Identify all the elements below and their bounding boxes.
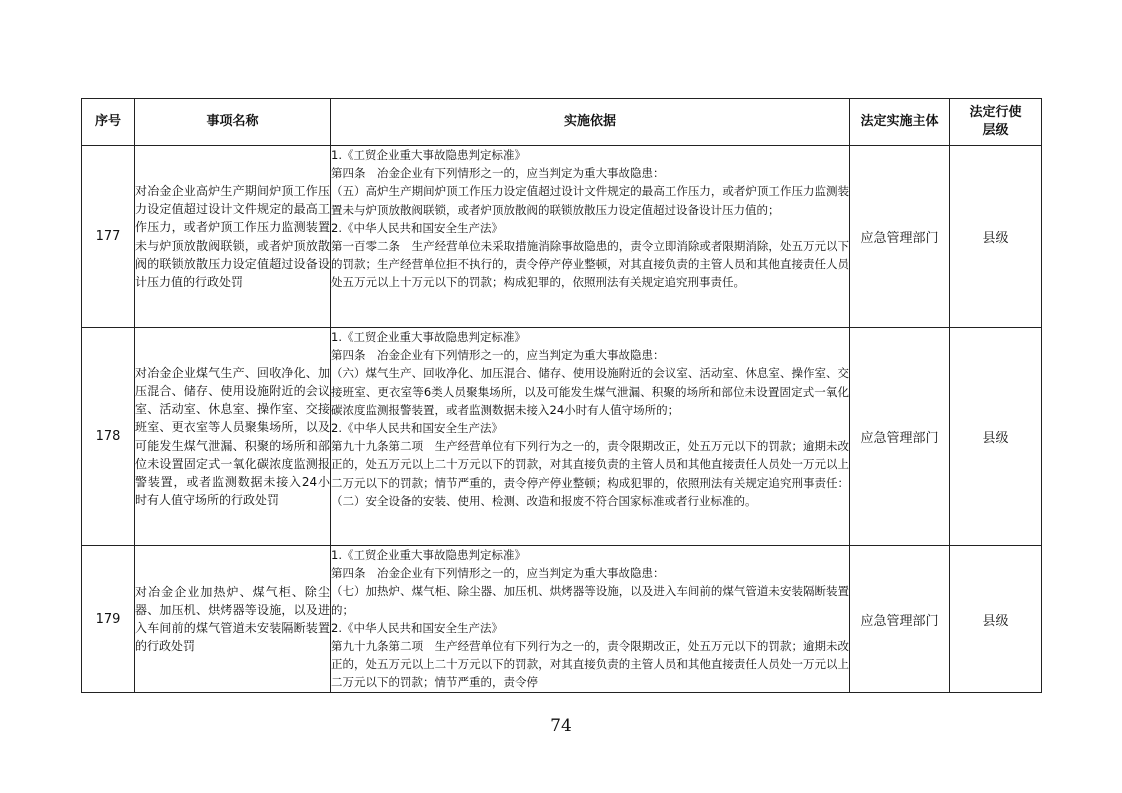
basis-line: （六）煤气生产、回收净化、加压混合、储存、使用设施附近的会议室、活动室、休息室、操作室、交接班室、更衣室等6类人员聚集场所，以及可能发生煤气泄漏、积聚的场所和部位未设置固定式一氧化碳浓度监测报警装置，或者监测数据未接入24小时有人值守场所的； — [331, 366, 849, 417]
table-row — [82, 546, 1042, 693]
page-number: 74 — [550, 716, 572, 736]
row-number: 177 — [82, 146, 135, 328]
implementing-body: 应急管理部门 — [850, 146, 950, 328]
header-row — [82, 99, 1042, 146]
implementing-body: 应急管理部门 — [850, 546, 950, 693]
header-name: 事项名称 — [135, 99, 331, 146]
header-org: 法定实施主体 — [850, 99, 950, 146]
basis-line: 第四条 冶金企业有下列情形之一的，应当判定为重大事故隐患： — [331, 348, 665, 363]
legal-basis — [331, 146, 850, 328]
item-name: 对冶金企业煤气生产、回收净化、加压混合、储存、使用设施附近的会议室、活动室、休息室、操作室、交接班室、更衣室等人员聚集场所，以及可能发生煤气泄漏、积聚的场所和部位未设置固定式一氧化碳浓度监测报警装置，或者监测数据未接入24小时有人值守场所的行政处罚 — [135, 328, 331, 546]
legal-basis — [331, 546, 850, 693]
exercise-level: 县级 — [950, 146, 1042, 328]
implementing-body: 应急管理部门 — [850, 328, 950, 546]
basis-line: 1.《工贸企业重大事故隐患判定标准》 — [331, 330, 526, 344]
administrative-items-table — [81, 98, 1042, 693]
row-number: 178 — [82, 328, 135, 546]
exercise-level: 县级 — [950, 546, 1042, 693]
basis-line: （五）高炉生产期间炉顶工作压力设定值超过设计文件规定的最高工作压力，或者炉顶工作压力监测装置未与炉顶放散阀联锁，或者炉顶放散阀的联锁放散压力设定值超过设备设计压力值的； — [331, 184, 849, 217]
header-basis: 实施依据 — [331, 99, 850, 146]
basis-line: 2.《中华人民共和国安全生产法》 — [331, 220, 503, 235]
basis-line: 第四条 冶金企业有下列情形之一的，应当判定为重大事故隐患： — [331, 166, 665, 181]
basis-clip — [331, 546, 849, 692]
basis-line: 第九十九条第二项 生产经营单位有下列行为之一的，责令限期改正，处五万元以下的罚款；逾期未改正的，处五万元以上二十万元以下的罚款，对其直接负责的主管人员和其他直接责任人员处一万元以上二万元以下的罚款；情节严重的，责令停 — [331, 639, 849, 690]
basis-line: 2.《中华人民共和国安全生产法》 — [331, 620, 503, 635]
exercise-level: 县级 — [950, 328, 1042, 546]
legal-basis — [331, 328, 850, 546]
header-level — [950, 99, 1042, 146]
basis-line: 第四条 冶金企业有下列情形之一的，应当判定为重大事故隐患： — [331, 566, 665, 581]
item-name: 对冶金企业高炉生产期间炉顶工作压力设定值超过设计文件规定的最高工作压力，或者炉顶工作压力监测装置未与炉顶放散阀联锁，或者炉顶放散阀的联锁放散压力设定值超过设备设计压力值的行政处罚 — [135, 146, 331, 328]
basis-line: 2.《中华人民共和国安全生产法》 — [331, 421, 503, 436]
basis-line: （七）加热炉、煤气柜、除尘器、加压机、烘烤器等设施，以及进入车间前的煤气管道未安装隔断装置的； — [331, 584, 849, 617]
header-num: 序号 — [82, 99, 135, 146]
basis-line: 1.《工贸企业重大事故隐患判定标准》 — [331, 548, 526, 562]
table-row — [82, 328, 1042, 546]
basis-line: 1.《工贸企业重大事故隐患判定标准》 — [331, 148, 526, 162]
item-name: 对冶金企业加热炉、煤气柜、除尘器、加压机、烘烤器等设施，以及进入车间前的煤气管道未安装隔断装置的行政处罚 — [135, 546, 331, 693]
basis-line: 第九十九条第二项 生产经营单位有下列行为之一的，责令限期改正，处五万元以下的罚款；逾期未改正的，处五万元以上二十万元以下的罚款，对其直接负责的主管人员和其他直接责任人员处一万元以上二万元以下的罚款；情节严重的，责令停产停业整顿；构成犯罪的，依照刑法有关规定追究刑事责任：（二）安全设备的安装、使用、检测、改造和报废不符合国家标准或者行业标准的。 — [331, 439, 849, 508]
row-number: 179 — [82, 546, 135, 693]
basis-line: 第一百零二条 生产经营单位未采取措施消除事故隐患的，责令立即消除或者限期消除，处五万元以下的罚款；生产经营单位拒不执行的，责令停产停业整顿，对其直接负责的主管人员和其他直接责任人员处五万元以上十万元以下的罚款；构成犯罪的，依照刑法有关规定追究刑事责任。 — [331, 239, 849, 290]
table-row — [82, 146, 1042, 328]
header-level-label: 法定行使层级 — [969, 105, 1022, 138]
